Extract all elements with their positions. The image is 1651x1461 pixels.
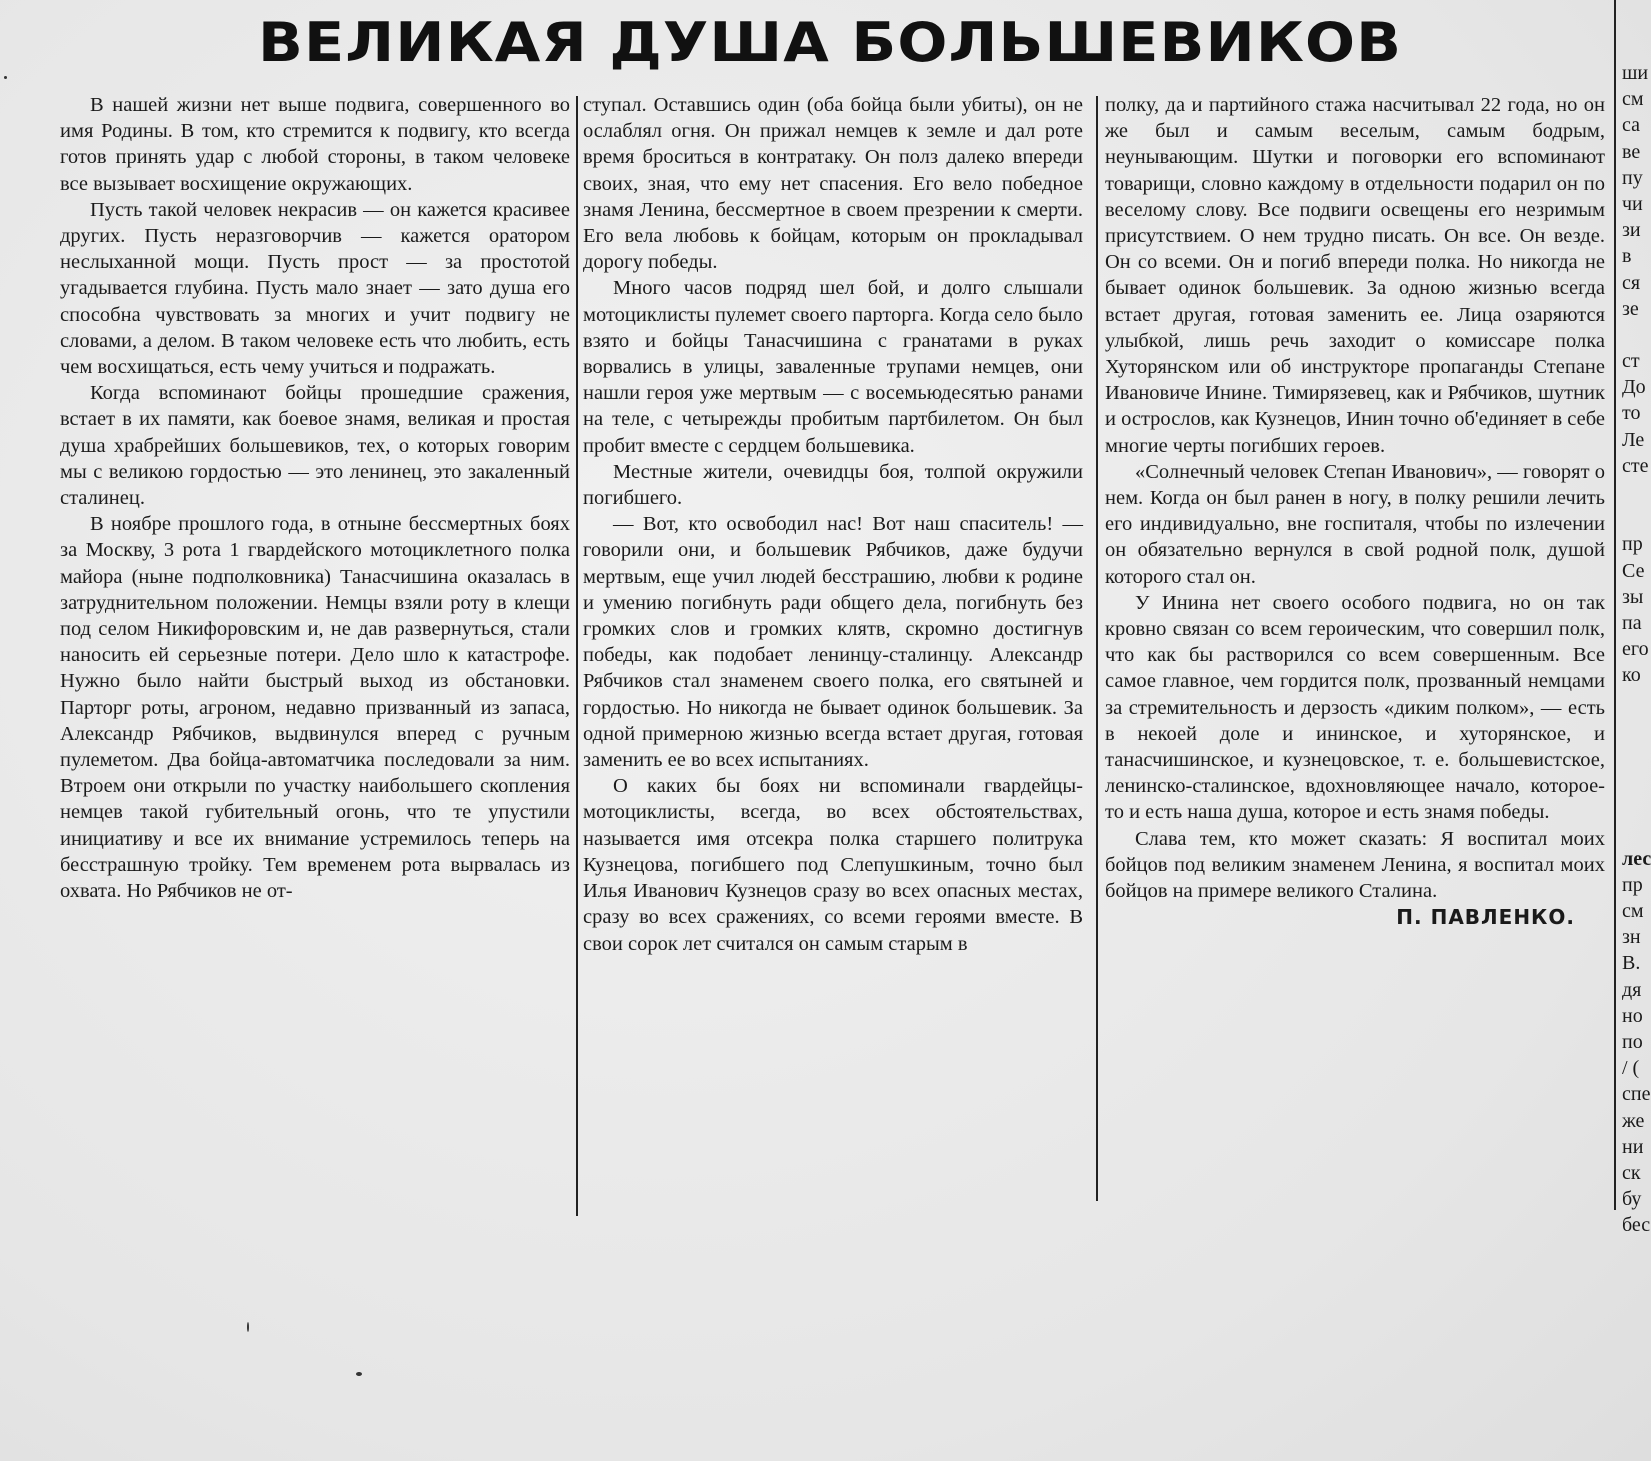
- edge-fragment: но: [1622, 1004, 1643, 1027]
- edge-fragment: сте: [1622, 454, 1649, 477]
- article-column-3: [1105, 92, 1605, 931]
- paragraph: У Инина нет своего особого подвига, но он так кровно связан со всем героическим, что совершил полк, что как бы растворился со всем совершенным. Все самое главное, чем гордится полк, прозванный немцами за стремительность и дерзость «диким полком», — есть в некоей доле и ининское, и хуторянское, и танасчишинское, и кузнецовское, т. е. большевистское, ленинско-сталинское, вдохновляющее начало, которое-то и есть наша душа, которое и есть знамя победы.: [1105, 591, 1605, 824]
- paragraph: В ноябре прошлого года, в отныне бессмертных боях за Москву, 3 рота 1 гвардейского мотоциклетного полка майора (ныне подполковника) Танасчишина оказалась в затруднительном положении. Немцы взяли роту в клещи под селом Никифоровским и, не дав развернуться, стали наносить ей серьезные потери. Дело шло к катастрофе. Нужно было найти быстрый выход из обстановки. Парторг роты, агроном, недавно призванный из запаса, Александр Рябчиков, выдвинулся вперед с ручным пулеметом. Два бойца-автоматчика последовали за ним. Втроем они открыли по участку наибольшего скопления немцев такой губительный огонь, что те упустили инициативу и все их внимание устремилось теперь на бесстрашную тройку. Тем временем рота вырвалась из охвата. Но Рябчиков не от-: [60, 513, 570, 903]
- edge-fragment: В.: [1622, 952, 1641, 975]
- edge-fragment: см: [1622, 88, 1644, 111]
- column-divider: [1614, 0, 1616, 1210]
- edge-fragment: ко: [1622, 664, 1641, 687]
- paragraph: Много часов подряд шел бой, и долго слышали мотоциклисты пулемет своего парторга. Когда село было взято и бойцы Танасчишина с гранатами в руках ворвались в улицы, заваленные трупами немцев, они нашли героя уже мертвым — с восемьюдесятью ранами на теле, с четырежды пробитым партбилетом. Он был пробит вместе с сердцем большевика.: [583, 277, 1083, 457]
- edge-fragment: по: [1622, 1030, 1643, 1053]
- edge-fragment: [1622, 767, 1651, 793]
- paragraph: — Вот, кто освободил нас! Вот наш спаситель! — говорили они, и большевик Рябчиков, даже будучи мертвым, еще учил людей бесстрашию, любви к родине и умению погибнуть ради общего дела, погибнуть без громких слов и громких клятв, скромно достигнув победы, как подобает ленинцу-сталинцу. Александр Рябчиков стал знаменем своего полка, его святыней и гордостью. Но никогда не бывает одинок большевик. За одной примерною жизнью всегда встает другая, готовая заменить ее во всех испытаниях.: [583, 513, 1083, 772]
- edge-fragment: лес: [1622, 847, 1651, 870]
- edge-fragment: его: [1622, 638, 1649, 661]
- edge-fragment: ск: [1622, 1161, 1641, 1184]
- edge-fragment: то: [1622, 402, 1641, 425]
- print-speck: [4, 76, 7, 79]
- paragraph: Пусть такой человек некрасив — он кажется красивее других. Пусть неразговорчив — кажется оратором неслыханной мощи. Пусть прост — за простотой угадывается глубина. Пусть мало знает — зато душа его способна чувствовать за многих и учит подвигу не словами, а делом. В таком человеке есть что любить, есть чем восхищаться, есть чему учиться и подражать.: [60, 198, 570, 379]
- column-divider: [1096, 96, 1098, 1201]
- article-column-1: [60, 92, 570, 904]
- paragraph: Слава тем, кто может сказать: Я воспитал моих бойцов под великим знаменем Ленина, я воспитал моих бойцов на примере великого Сталина.: [1105, 827, 1605, 903]
- edge-fragment: ст: [1622, 350, 1640, 373]
- paragraph: О каких бы боях ни вспоминали гвардейцы-мотоциклисты, всегда, во всех обстоятельствах, называется имя отсекра полка старшего политрука Кузнецова, погибшего под Слепушкиным, точно был Илья Иванович Кузнецов сразу во всех опасных местах, сразу во всех сражениях, со всеми героями вместе. В свои сорок лет считался он самым старым в: [583, 775, 1083, 955]
- edge-fragment: па: [1622, 611, 1642, 634]
- edge-fragment: зы: [1622, 585, 1644, 608]
- print-speck: [356, 1372, 362, 1376]
- edge-fragment: бу: [1622, 1188, 1642, 1211]
- edge-fragment: ши: [1622, 62, 1649, 84]
- edge-fragment: [1622, 819, 1651, 845]
- edge-fragment: пр: [1622, 533, 1643, 556]
- edge-fragment: ся: [1622, 271, 1641, 294]
- edge-fragment: ни: [1622, 1135, 1644, 1158]
- edge-fragment: зи: [1622, 219, 1641, 242]
- paragraph: «Солнечный человек Степан Иванович», — говорят о нем. Когда он был ранен в ногу, в полку решили лечить его индивидуально, вне госпиталя, чтобы по излечении он обязательно вернулся в свой родной полк, душой которого стал он.: [1105, 460, 1605, 588]
- edge-fragment: [1622, 689, 1651, 715]
- edge-fragment: [1622, 715, 1651, 741]
- edge-fragment: чи: [1622, 192, 1643, 215]
- edge-fragment: пу: [1622, 166, 1643, 189]
- edge-fragment: спе: [1622, 1083, 1651, 1106]
- edge-fragment: же: [1622, 1109, 1645, 1132]
- paragraph: ступал. Оставшись один (оба бойца были убиты), он не ослаблял огня. Он прижал немцев к земле и дал роте время броситься в контратаку. Он полз далеко впереди своих, зная, что ему нет спасения. Его вело победное знамя Ленина, бессмертное в своем презрении к смерти. Его вела любовь к бойцам, которым он прокладывал дорогу победы.: [583, 94, 1083, 274]
- edge-fragment: см: [1622, 900, 1644, 922]
- adjacent-column-fragment: [1622, 60, 1651, 1238]
- paragraph: В нашей жизни нет выше подвига, совершенного во имя Родины. В том, кто стремится к подвигу, кто всегда готов принять удар с любой стороны, в таком человеке все вызывает восхищение окружающих.: [60, 94, 570, 195]
- edge-fragment: пр: [1622, 873, 1643, 896]
- edge-fragment: зн: [1622, 926, 1641, 949]
- author-signature: П. ПАВЛЕНКО.: [1396, 905, 1575, 930]
- edge-fragment: бес: [1622, 1214, 1651, 1237]
- edge-fragment: [1622, 479, 1651, 505]
- edge-fragment: Ле: [1622, 428, 1645, 451]
- edge-fragment: са: [1622, 114, 1640, 137]
- edge-fragment: / (: [1622, 1057, 1640, 1080]
- print-speck: [247, 1322, 249, 1332]
- article-column-2: [583, 92, 1083, 957]
- edge-fragment: в: [1622, 245, 1632, 268]
- edge-fragment: [1622, 793, 1651, 819]
- edge-fragment: До: [1622, 376, 1646, 399]
- paragraph: полку, да и партийного стажа насчитывал 22 года, но он же был и самым веселым, самым бодрым, неунывающим. Шутки и поговорки его вспоминают товарищи, словно каждому в отдельности подарил он по веселому слову. Все подвиги освещены его незримым присутствием. О нем трудно писать. Он все. Он везде. Он со всеми. Он и погиб впереди полка. Но никогда не бывает одинок большевик. За одною жизнью всегда встает другая, готовая заменить ее. Лица озаряются улыбкой, лишь речь заходит о комиссаре полка Хуторянском или об инструкторе пропаганды Степане Ивановиче Инине. Тимирязевец, как и Рябчиков, шутник и острослов, как Кузнецов, Инин точно об'единяет в себе многие черты погибших героев.: [1105, 94, 1605, 457]
- edge-fragment: [1622, 741, 1651, 767]
- column-divider: [576, 96, 578, 1216]
- edge-fragment: дя: [1622, 978, 1642, 1001]
- paragraph: Местные жители, очевидцы боя, толпой окружили погибшего.: [583, 460, 1083, 510]
- edge-fragment: Се: [1622, 559, 1645, 582]
- edge-fragment: [1622, 322, 1651, 348]
- paragraph: Когда вспоминают бойцы прошедшие сражения, встает в их памяти, как боевое знамя, великая и простая душа храбрейших большевиков, тех, о которых говорим мы с великою гордостью — это ленинец, это закаленный сталинец.: [60, 382, 570, 510]
- edge-fragment: зе: [1622, 297, 1639, 320]
- edge-fragment: ве: [1622, 140, 1641, 163]
- edge-fragment: [1622, 505, 1651, 531]
- headline: ВЕЛИКАЯ ДУША БОЛЬШЕВИКОВ: [258, 11, 1403, 74]
